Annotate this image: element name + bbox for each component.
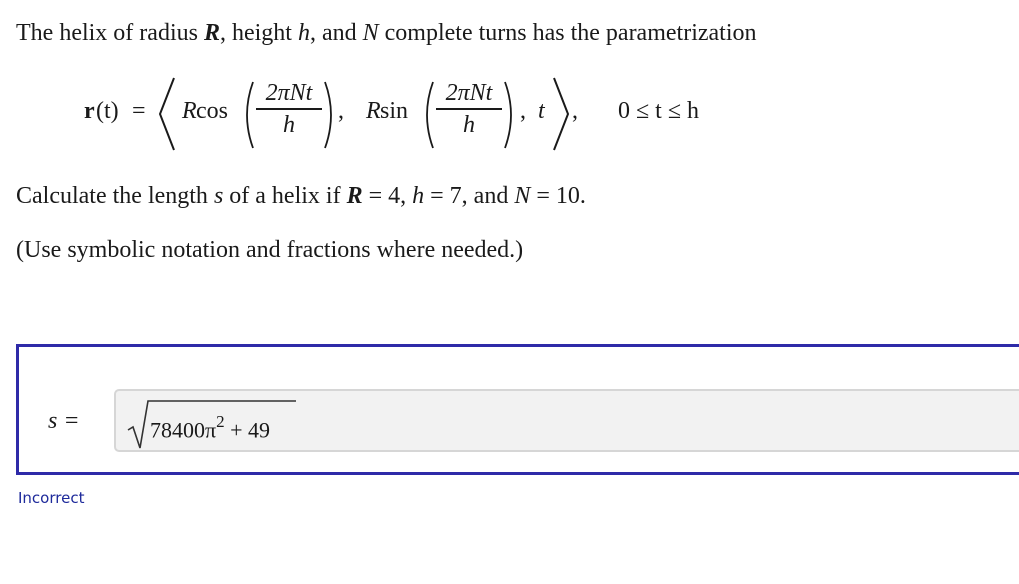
- intro-text: The helix of radius: [16, 20, 204, 46]
- calc-text: = 7, and: [424, 183, 515, 209]
- radicand-tail: + 49: [224, 417, 271, 443]
- fraction-denominator: h: [283, 111, 295, 138]
- question-calculation: [16, 181, 586, 211]
- formula-R2: R: [366, 98, 381, 124]
- intro-text: complete turns has the parametrization: [378, 20, 757, 46]
- fraction-bar: [436, 108, 502, 110]
- status-message: Incorrect: [18, 489, 85, 507]
- intro-text: , height: [219, 20, 298, 46]
- formula-r: r: [84, 98, 95, 124]
- fraction-numerator: 2πNt: [445, 80, 493, 106]
- calc-text: Calculate the length: [16, 183, 214, 209]
- calc-text: = 4,: [362, 183, 413, 209]
- radicand: [150, 414, 270, 443]
- question-hint: (Use symbolic notation and fractions where needed.): [16, 237, 524, 263]
- left-paren-1: [240, 80, 256, 150]
- formula-args: (t): [96, 98, 119, 124]
- sqrt-expression: [126, 398, 306, 452]
- right-paren-2: [502, 80, 518, 150]
- left-paren-2: [420, 80, 436, 150]
- formula-comma-2: ,: [520, 98, 526, 124]
- formula-comma-3: ,: [572, 98, 578, 124]
- var-R: R: [203, 20, 220, 46]
- formula-range: 0 ≤ t ≤ h: [618, 98, 700, 124]
- fraction-bar: [256, 108, 322, 110]
- right-paren-1: [322, 80, 338, 150]
- calc-text: = 10.: [530, 183, 586, 209]
- var-N: N: [362, 20, 379, 46]
- formula-t: t: [538, 98, 545, 124]
- fraction-1: [256, 80, 322, 137]
- left-angle-bracket: [156, 76, 178, 152]
- calc-text: of a helix if: [223, 183, 347, 209]
- var-h: h: [297, 20, 310, 46]
- radicand-exponent: 2: [216, 412, 225, 431]
- formula-comma-1: ,: [338, 98, 344, 124]
- intro-text: , and: [309, 20, 363, 46]
- var-R: R: [346, 183, 363, 209]
- formula-cos: cos: [196, 98, 228, 124]
- formula-equals: =: [132, 98, 146, 124]
- var-h: h: [412, 183, 425, 209]
- question-intro: [16, 18, 757, 48]
- var-N: N: [514, 183, 531, 209]
- fraction-denominator: h: [463, 111, 475, 138]
- fraction-numerator: 2πNt: [265, 80, 313, 106]
- formula-sin: sin: [380, 98, 409, 124]
- formula-R1: R: [182, 98, 197, 124]
- radicand-base: 78400π: [150, 417, 217, 443]
- right-angle-bracket: [550, 76, 572, 152]
- answer-label: s =: [48, 408, 80, 434]
- fraction-2: [436, 80, 502, 137]
- var-s: s: [213, 183, 224, 209]
- parametrization-formula: [84, 70, 784, 160]
